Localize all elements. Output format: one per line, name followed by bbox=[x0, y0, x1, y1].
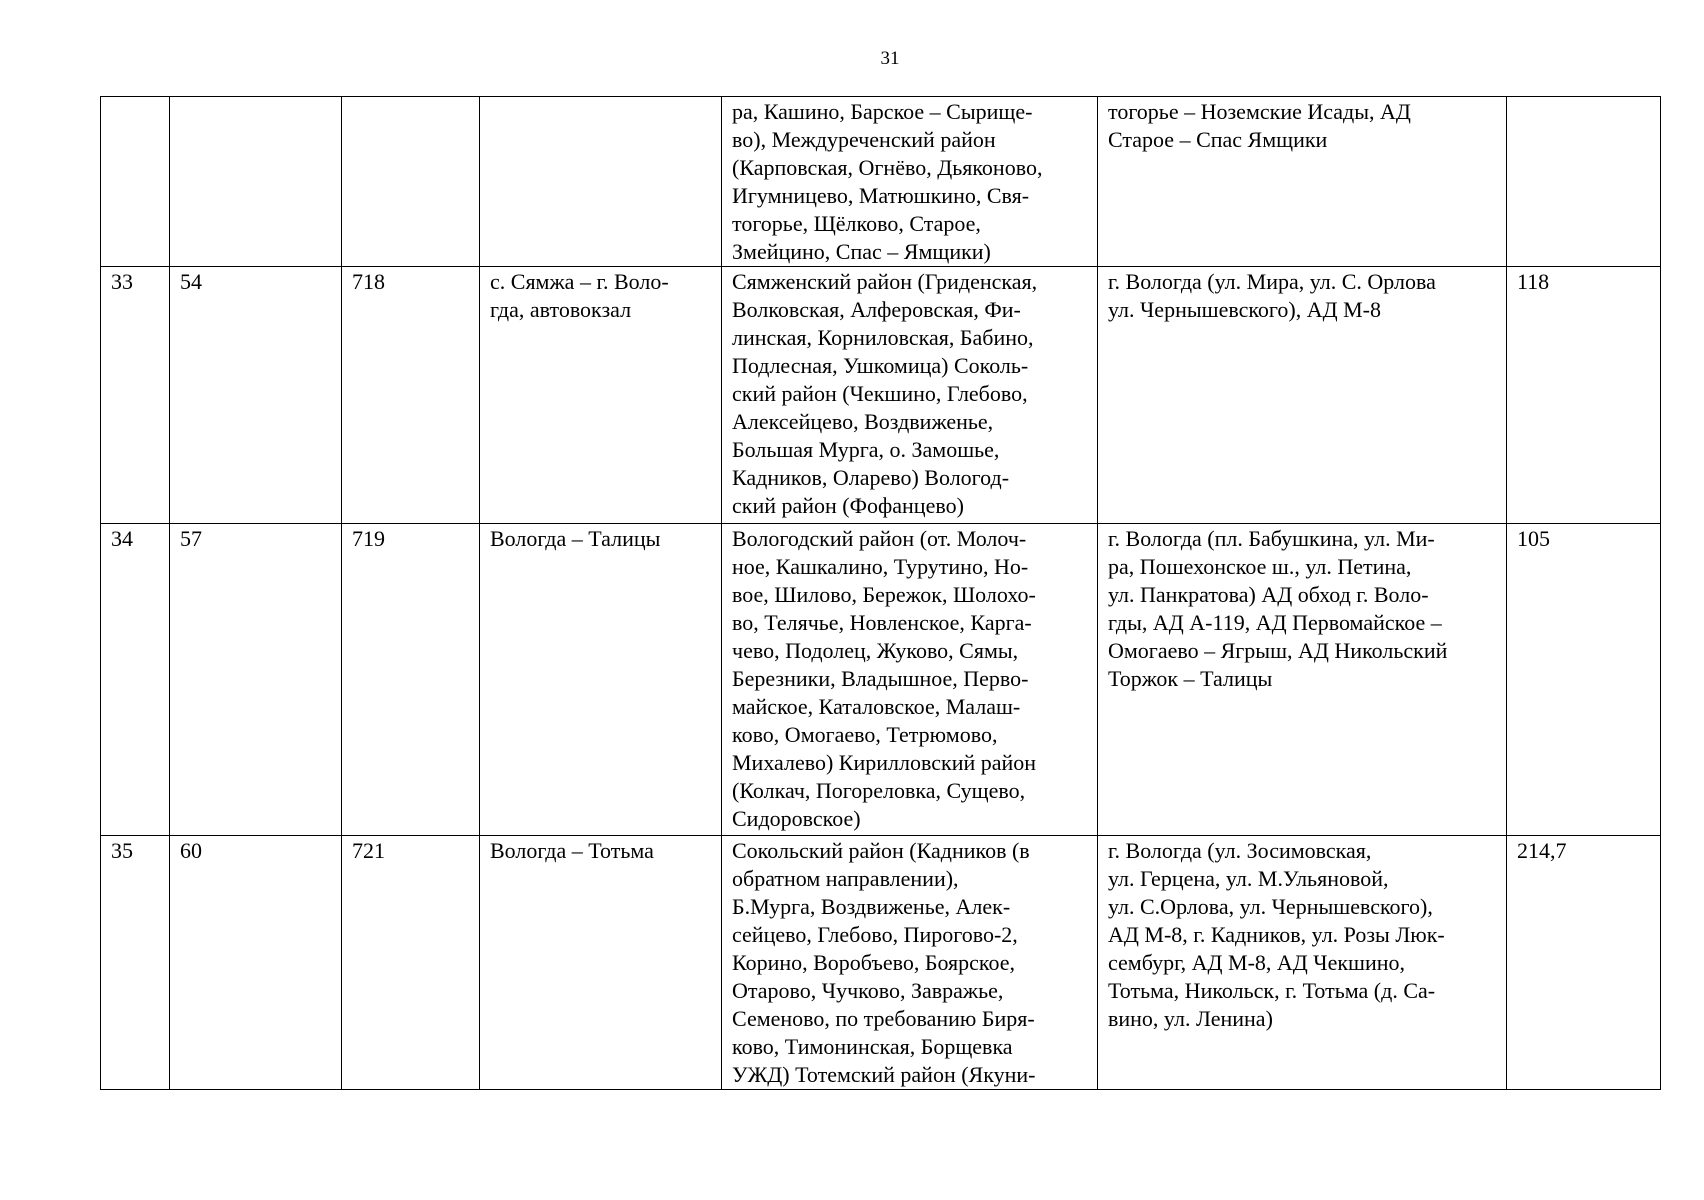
cell-col2: 54 bbox=[170, 267, 342, 524]
cell-stops: Сямженский район (Гриденская, Волковская, Алферовская, Фи- линская, Корниловская, Бабино, Подлесная, Ушкомица) Соколь- ский район (Чекшино, Глебово, Алексейцево, Воздвиженье, Большая Мурга, о. Замошье, Кадников, Оларево) Вологод- ский район (Фофанцево) bbox=[722, 267, 1098, 524]
cell-streets: тогорье – Ноземские Исады, АД Старое – Спас Ямщики bbox=[1098, 97, 1507, 267]
table-row bbox=[101, 97, 1661, 267]
cell-number: 35 bbox=[101, 836, 170, 1090]
cell-length: 214,7 bbox=[1507, 836, 1661, 1090]
cell-streets: г. Вологда (ул. Зосимовская, ул. Герцена, ул. М.Ульяновой, ул. С.Орлова, ул. Чернышевского), АД М-8, г. Кадников, ул. Розы Люк- сембург, АД М-8, АД Чекшино, Тотьма, Никольск, г. Тотьма (д. Са- вино, ул. Ленина) bbox=[1098, 836, 1507, 1090]
cell-number bbox=[101, 97, 170, 267]
table-row bbox=[101, 524, 1661, 836]
cell-col2: 57 bbox=[170, 524, 342, 836]
cell-stops: Вологодский район (от. Молоч- ное, Кашкалино, Турутино, Но- вое, Шилово, Бережок, Шолохо- во, Телячье, Новленское, Карга- чево, Подолец, Жуково, Сямы, Березники, Владышное, Перво- майское, Каталовское, Малаш- ково, Омогаево, Тетрюмово, Михалево) Кирилловский район (Колкач, Погореловка, Сущево, Сидоровское) bbox=[722, 524, 1098, 836]
cell-length: 118 bbox=[1507, 267, 1661, 524]
cell-col2: 60 bbox=[170, 836, 342, 1090]
cell-route-name: Вологда – Талицы bbox=[480, 524, 722, 836]
cell-number: 33 bbox=[101, 267, 170, 524]
table-row bbox=[101, 267, 1661, 524]
table-row bbox=[101, 836, 1661, 1090]
cell-streets: г. Вологда (пл. Бабушкина, ул. Ми- ра, Пошехонское ш., ул. Петина, ул. Панкратова) АД обход г. Воло- гды, АД А-119, АД Первомайское – Омогаево – Ягрыш, АД Никольский Торжок – Талицы bbox=[1098, 524, 1507, 836]
cell-route-name: с. Сямжа – г. Воло- гда, автовокзал bbox=[480, 267, 722, 524]
cell-stops: ра, Кашино, Барское – Сырище- во), Междуреченский район (Карповская, Огнёво, Дьяконово, Игумницево, Матюшкино, Свя- тогорье, Щёлково, Старое, Змейцино, Спас – Ямщики) bbox=[722, 97, 1098, 267]
page-number: 31 bbox=[880, 48, 900, 69]
cell-route-number: 718 bbox=[342, 267, 480, 524]
cell-number: 34 bbox=[101, 524, 170, 836]
cell-route-name: Вологда – Тотьма bbox=[480, 836, 722, 1090]
cell-col2 bbox=[170, 97, 342, 267]
cell-route-number bbox=[342, 97, 480, 267]
cell-length: 105 bbox=[1507, 524, 1661, 836]
cell-length bbox=[1507, 97, 1661, 267]
cell-streets: г. Вологда (ул. Мира, ул. С. Орлова ул. Чернышевского), АД М-8 bbox=[1098, 267, 1507, 524]
cell-route-number: 721 bbox=[342, 836, 480, 1090]
routes-table bbox=[100, 96, 1661, 1090]
cell-route-number: 719 bbox=[342, 524, 480, 836]
cell-stops: Сокольский район (Кадников (в обратном направлении), Б.Мурга, Воздвиженье, Алек- сейцево, Глебово, Пирогово-2, Корино, Воробъево, Боярское, Отарово, Чучково, Завражье, Семеново, по требованию Биря- ково, Тимонинская, Борщевка УЖД) Тотемский район (Якуни- bbox=[722, 836, 1098, 1090]
cell-route-name bbox=[480, 97, 722, 267]
